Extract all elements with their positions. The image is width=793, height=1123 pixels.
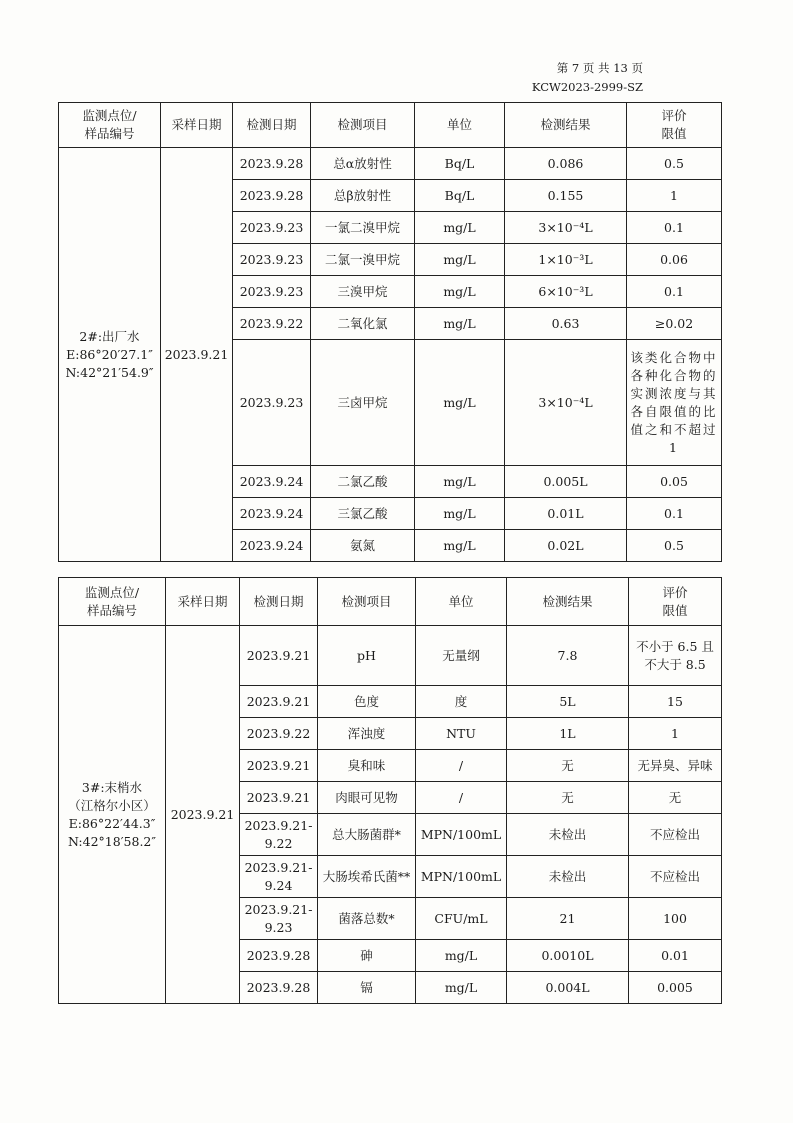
test-item: 总β放射性 bbox=[311, 180, 415, 212]
limit: 0.1 bbox=[627, 212, 722, 244]
unit: mg/L bbox=[416, 940, 507, 972]
result: 3×10⁻⁴L bbox=[505, 340, 627, 466]
unit: mg/L bbox=[415, 340, 505, 466]
limit: 无异臭、异味 bbox=[629, 750, 722, 782]
test-item: 镉 bbox=[318, 972, 416, 1004]
location-cell: 3#:末梢水 （江格尔小区） E:86°22′44.3″ N:42°18′58.2″ bbox=[59, 626, 166, 1004]
limit: 0.06 bbox=[627, 244, 722, 276]
limit: 0.01 bbox=[629, 940, 722, 972]
results-table-1 bbox=[58, 102, 722, 562]
unit: / bbox=[416, 782, 507, 814]
header-unit: 单位 bbox=[416, 578, 507, 626]
table-row bbox=[59, 626, 722, 686]
unit: mg/L bbox=[415, 276, 505, 308]
header-test-date: 检测日期 bbox=[233, 103, 311, 148]
test-item: pH bbox=[318, 626, 416, 686]
test-date: 2023.9.28 bbox=[233, 180, 311, 212]
header-limit: 评价 限值 bbox=[627, 103, 722, 148]
unit: NTU bbox=[416, 718, 507, 750]
test-item: 二氧化氯 bbox=[311, 308, 415, 340]
result: 0.0010L bbox=[507, 940, 629, 972]
report-number: KCW2023-2999-SZ bbox=[531, 80, 643, 94]
test-date: 2023.9.28 bbox=[240, 940, 318, 972]
result: 0.086 bbox=[505, 148, 627, 180]
unit: 度 bbox=[416, 686, 507, 718]
limit: ≥0.02 bbox=[627, 308, 722, 340]
test-date: 2023.9.21-9.23 bbox=[240, 898, 318, 940]
result: 21 bbox=[507, 898, 629, 940]
limit: 0.005 bbox=[629, 972, 722, 1004]
location-cell: 2#:出厂水 E:86°20′27.1″ N:42°21′54.9″ bbox=[59, 148, 161, 562]
result: 未检出 bbox=[507, 856, 629, 898]
unit: mg/L bbox=[416, 972, 507, 1004]
unit: mg/L bbox=[415, 244, 505, 276]
test-item: 浑浊度 bbox=[318, 718, 416, 750]
test-date: 2023.9.21-9.24 bbox=[240, 856, 318, 898]
test-date: 2023.9.21 bbox=[240, 782, 318, 814]
unit: mg/L bbox=[415, 530, 505, 562]
test-date: 2023.9.24 bbox=[233, 498, 311, 530]
header-item: 检测项目 bbox=[318, 578, 416, 626]
header-sample-date: 采样日期 bbox=[161, 103, 233, 148]
limit: 0.1 bbox=[627, 276, 722, 308]
result: 0.02L bbox=[505, 530, 627, 562]
test-item: 二氯乙酸 bbox=[311, 466, 415, 498]
result: 0.004L bbox=[507, 972, 629, 1004]
limit: 无 bbox=[629, 782, 722, 814]
table-row bbox=[59, 148, 722, 180]
unit: mg/L bbox=[415, 212, 505, 244]
limit: 100 bbox=[629, 898, 722, 940]
header-point: 监测点位/ 样品编号 bbox=[59, 578, 166, 626]
test-date: 2023.9.23 bbox=[233, 340, 311, 466]
limit: 0.5 bbox=[627, 530, 722, 562]
unit: mg/L bbox=[415, 466, 505, 498]
limit: 该类化合物中各种化合物的实测浓度与其各自限值的比值之和不超过1 bbox=[627, 340, 722, 466]
unit: / bbox=[416, 750, 507, 782]
result: 6×10⁻³L bbox=[505, 276, 627, 308]
result: 0.005L bbox=[505, 466, 627, 498]
result: 3×10⁻⁴L bbox=[505, 212, 627, 244]
test-item: 总α放射性 bbox=[311, 148, 415, 180]
test-item: 氨氮 bbox=[311, 530, 415, 562]
limit: 0.1 bbox=[627, 498, 722, 530]
limit: 1 bbox=[627, 180, 722, 212]
header-sample-date: 采样日期 bbox=[166, 578, 240, 626]
limit: 不应检出 bbox=[629, 856, 722, 898]
limit: 0.5 bbox=[627, 148, 722, 180]
test-item: 三溴甲烷 bbox=[311, 276, 415, 308]
result: 未检出 bbox=[507, 814, 629, 856]
test-item: 砷 bbox=[318, 940, 416, 972]
table-header-row bbox=[59, 578, 722, 626]
test-item: 一氯二溴甲烷 bbox=[311, 212, 415, 244]
limit: 不小于 6.5 且不大于 8.5 bbox=[629, 626, 722, 686]
test-date: 2023.9.22 bbox=[233, 308, 311, 340]
test-date: 2023.9.24 bbox=[233, 530, 311, 562]
unit: CFU/mL bbox=[416, 898, 507, 940]
header-unit: 单位 bbox=[415, 103, 505, 148]
limit: 0.05 bbox=[627, 466, 722, 498]
limit: 15 bbox=[629, 686, 722, 718]
result: 1×10⁻³L bbox=[505, 244, 627, 276]
result: 无 bbox=[507, 750, 629, 782]
unit: mg/L bbox=[415, 308, 505, 340]
unit: Bq/L bbox=[415, 180, 505, 212]
sample-date-cell: 2023.9.21 bbox=[166, 626, 240, 1004]
test-item: 臭和味 bbox=[318, 750, 416, 782]
test-item: 三氯乙酸 bbox=[311, 498, 415, 530]
test-item: 总大肠菌群* bbox=[318, 814, 416, 856]
result: 1L bbox=[507, 718, 629, 750]
unit: MPN/100mL bbox=[416, 856, 507, 898]
test-date: 2023.9.21-9.22 bbox=[240, 814, 318, 856]
header-limit: 评价 限值 bbox=[629, 578, 722, 626]
result: 0.01L bbox=[505, 498, 627, 530]
header-result: 检测结果 bbox=[507, 578, 629, 626]
results-table-2 bbox=[58, 577, 722, 1004]
unit: 无量纲 bbox=[416, 626, 507, 686]
unit: MPN/100mL bbox=[416, 814, 507, 856]
unit: Bq/L bbox=[415, 148, 505, 180]
test-date: 2023.9.28 bbox=[233, 148, 311, 180]
result: 0.155 bbox=[505, 180, 627, 212]
result: 无 bbox=[507, 782, 629, 814]
unit: mg/L bbox=[415, 498, 505, 530]
test-date: 2023.9.23 bbox=[233, 276, 311, 308]
limit: 不应检出 bbox=[629, 814, 722, 856]
header-point: 监测点位/ 样品编号 bbox=[59, 103, 161, 148]
test-item: 大肠埃希氏菌** bbox=[318, 856, 416, 898]
header-result: 检测结果 bbox=[505, 103, 627, 148]
test-date: 2023.9.24 bbox=[233, 466, 311, 498]
test-date: 2023.9.21 bbox=[240, 686, 318, 718]
test-item: 三卤甲烷 bbox=[311, 340, 415, 466]
result: 0.63 bbox=[505, 308, 627, 340]
test-item: 二氯一溴甲烷 bbox=[311, 244, 415, 276]
test-item: 菌落总数* bbox=[318, 898, 416, 940]
page-number: 第 7 页 共 13 页 bbox=[556, 61, 643, 75]
test-date: 2023.9.28 bbox=[240, 972, 318, 1004]
header-test-date: 检测日期 bbox=[240, 578, 318, 626]
test-date: 2023.9.22 bbox=[240, 718, 318, 750]
result: 7.8 bbox=[507, 626, 629, 686]
table-header-row bbox=[59, 103, 722, 148]
test-item: 色度 bbox=[318, 686, 416, 718]
test-date: 2023.9.23 bbox=[233, 212, 311, 244]
test-date: 2023.9.23 bbox=[233, 244, 311, 276]
result: 5L bbox=[507, 686, 629, 718]
test-date: 2023.9.21 bbox=[240, 750, 318, 782]
test-date: 2023.9.21 bbox=[240, 626, 318, 686]
limit: 1 bbox=[629, 718, 722, 750]
test-item: 肉眼可见物 bbox=[318, 782, 416, 814]
header-item: 检测项目 bbox=[311, 103, 415, 148]
sample-date-cell: 2023.9.21 bbox=[161, 148, 233, 562]
